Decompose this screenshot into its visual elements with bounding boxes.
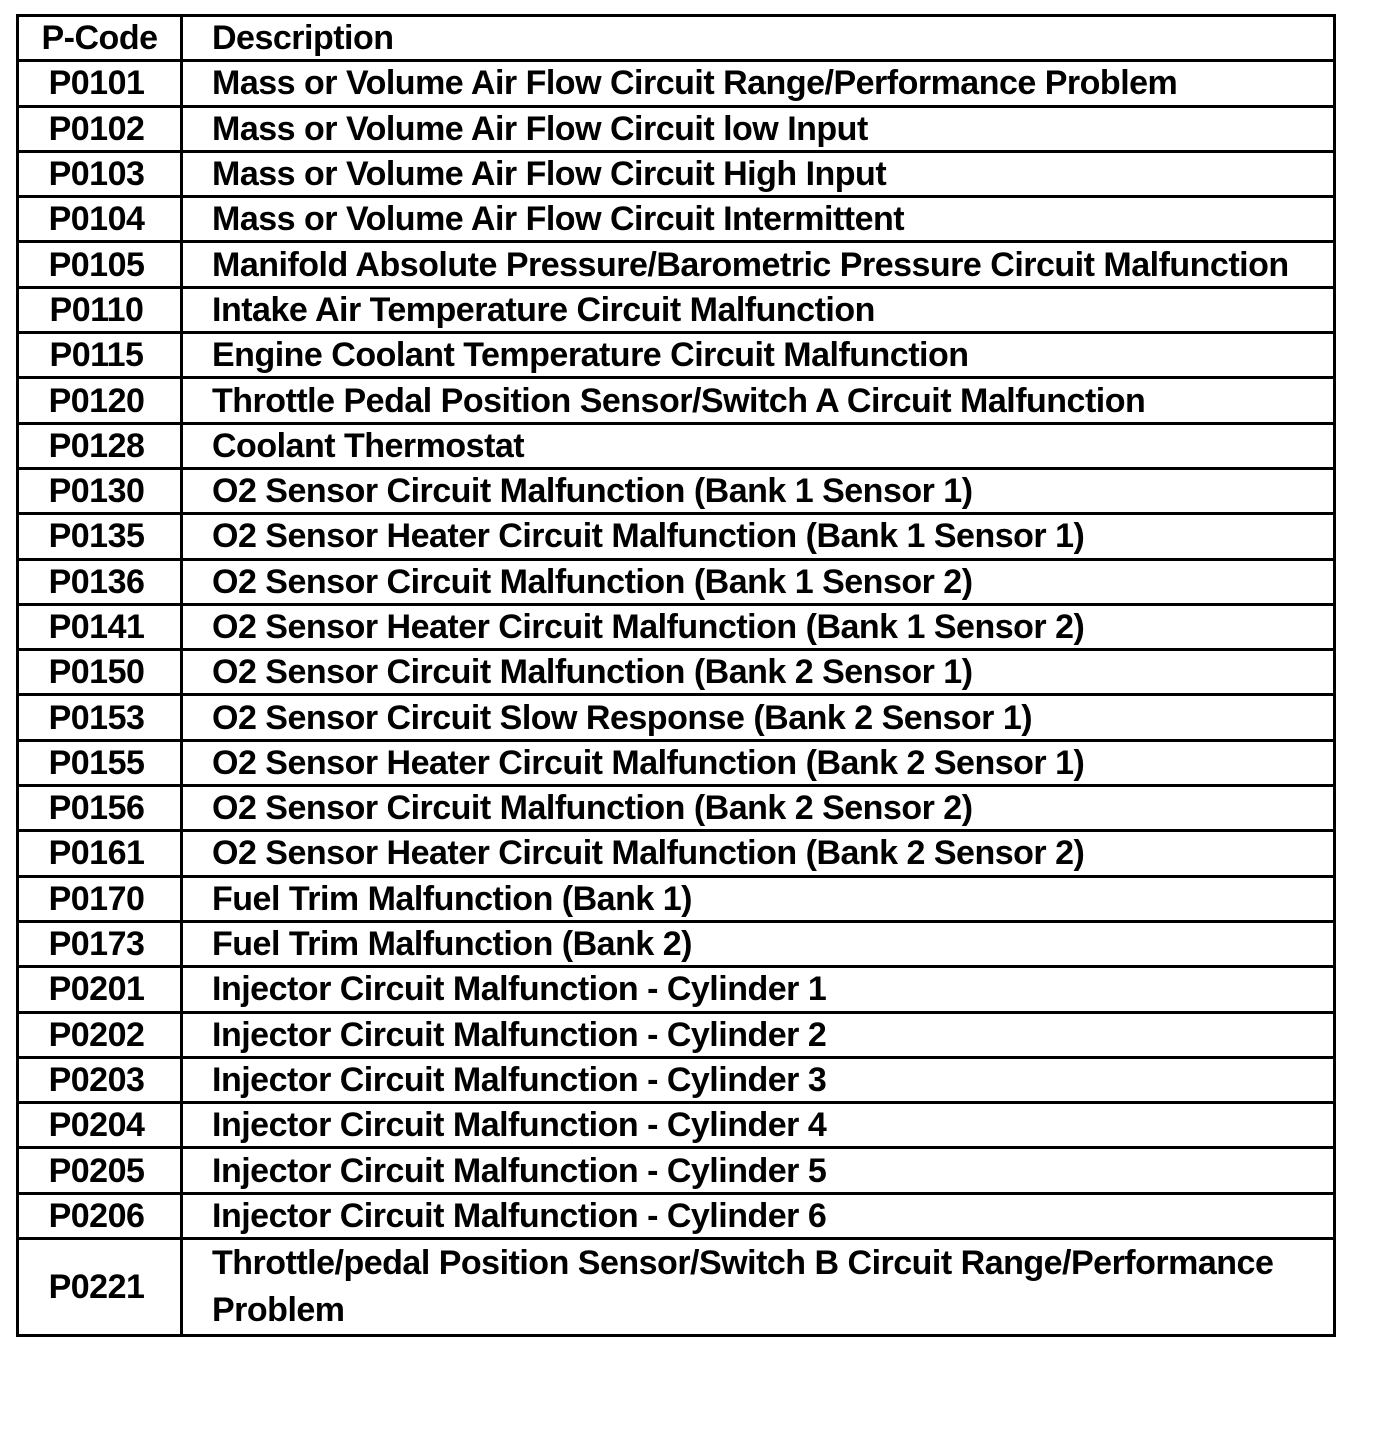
description-cell: Injector Circuit Malfunction - Cylinder 4 xyxy=(182,1103,1335,1148)
table-row xyxy=(18,921,1335,966)
table-row xyxy=(18,61,1335,106)
column-header-description: Description xyxy=(182,16,1335,61)
table-row xyxy=(18,378,1335,423)
table-row xyxy=(18,559,1335,604)
table-row xyxy=(18,514,1335,559)
description-cell: O2 Sensor Circuit Malfunction (Bank 2 Sensor 2) xyxy=(182,786,1335,831)
column-header-code: P-Code xyxy=(18,16,182,61)
description-cell: Intake Air Temperature Circuit Malfunction xyxy=(182,287,1335,332)
table-row xyxy=(18,604,1335,649)
description-cell: Throttle Pedal Position Sensor/Switch A Circuit Malfunction xyxy=(182,378,1335,423)
p-code-cell: P0141 xyxy=(18,604,182,649)
table-row xyxy=(18,876,1335,921)
description-cell: Mass or Volume Air Flow Circuit Intermittent xyxy=(182,197,1335,242)
p-code-cell: P0201 xyxy=(18,967,182,1012)
table-row xyxy=(18,468,1335,513)
description-cell: Injector Circuit Malfunction - Cylinder 2 xyxy=(182,1012,1335,1057)
table-row xyxy=(18,333,1335,378)
p-code-cell: P0150 xyxy=(18,650,182,695)
description-cell: O2 Sensor Heater Circuit Malfunction (Bank 1 Sensor 2) xyxy=(182,604,1335,649)
description-cell: O2 Sensor Circuit Malfunction (Bank 1 Sensor 2) xyxy=(182,559,1335,604)
p-code-table xyxy=(16,14,1336,1337)
p-code-cell: P0173 xyxy=(18,921,182,966)
table-row xyxy=(18,287,1335,332)
description-cell: Injector Circuit Malfunction - Cylinder 5 xyxy=(182,1148,1335,1193)
table-body xyxy=(18,61,1335,1336)
p-code-cell: P0128 xyxy=(18,423,182,468)
table-row xyxy=(18,106,1335,151)
table-row xyxy=(18,242,1335,287)
p-code-cell: P0104 xyxy=(18,197,182,242)
p-code-cell: P0136 xyxy=(18,559,182,604)
table-row xyxy=(18,1103,1335,1148)
table-row xyxy=(18,1148,1335,1193)
table-row xyxy=(18,831,1335,876)
table-header-row xyxy=(18,16,1335,61)
description-cell: O2 Sensor Circuit Malfunction (Bank 1 Sensor 1) xyxy=(182,468,1335,513)
p-code-cell: P0130 xyxy=(18,468,182,513)
table-row xyxy=(18,1193,1335,1238)
p-code-cell: P0203 xyxy=(18,1057,182,1102)
table-row xyxy=(18,786,1335,831)
description-cell: Fuel Trim Malfunction (Bank 2) xyxy=(182,921,1335,966)
p-code-cell: P0156 xyxy=(18,786,182,831)
p-code-table-container xyxy=(16,14,1333,1337)
p-code-cell: P0221 xyxy=(18,1239,182,1336)
table-row xyxy=(18,1239,1335,1336)
p-code-cell: P0206 xyxy=(18,1193,182,1238)
description-cell: Fuel Trim Malfunction (Bank 1) xyxy=(182,876,1335,921)
p-code-cell: P0135 xyxy=(18,514,182,559)
p-code-cell: P0120 xyxy=(18,378,182,423)
p-code-cell: P0103 xyxy=(18,151,182,196)
description-cell: Injector Circuit Malfunction - Cylinder 1 xyxy=(182,967,1335,1012)
description-cell: O2 Sensor Circuit Slow Response (Bank 2 Sensor 1) xyxy=(182,695,1335,740)
table-row xyxy=(18,967,1335,1012)
description-cell: Injector Circuit Malfunction - Cylinder 6 xyxy=(182,1193,1335,1238)
description-cell: O2 Sensor Heater Circuit Malfunction (Bank 2 Sensor 2) xyxy=(182,831,1335,876)
table-row xyxy=(18,151,1335,196)
p-code-cell: P0115 xyxy=(18,333,182,378)
table-row xyxy=(18,740,1335,785)
description-cell: Throttle/pedal Position Sensor/Switch B Circuit Range/Performance Problem xyxy=(182,1239,1335,1336)
table-row xyxy=(18,1057,1335,1102)
description-cell: Mass or Volume Air Flow Circuit low Input xyxy=(182,106,1335,151)
description-cell: Injector Circuit Malfunction - Cylinder 3 xyxy=(182,1057,1335,1102)
p-code-cell: P0204 xyxy=(18,1103,182,1148)
table-row xyxy=(18,650,1335,695)
description-cell: Engine Coolant Temperature Circuit Malfunction xyxy=(182,333,1335,378)
table-row xyxy=(18,423,1335,468)
p-code-cell: P0155 xyxy=(18,740,182,785)
table-row xyxy=(18,1012,1335,1057)
description-cell: Mass or Volume Air Flow Circuit High Input xyxy=(182,151,1335,196)
p-code-cell: P0202 xyxy=(18,1012,182,1057)
p-code-cell: P0161 xyxy=(18,831,182,876)
table-row xyxy=(18,695,1335,740)
description-cell: Mass or Volume Air Flow Circuit Range/Performance Problem xyxy=(182,61,1335,106)
p-code-cell: P0105 xyxy=(18,242,182,287)
p-code-cell: P0101 xyxy=(18,61,182,106)
p-code-cell: P0153 xyxy=(18,695,182,740)
p-code-cell: P0205 xyxy=(18,1148,182,1193)
description-cell: Manifold Absolute Pressure/Barometric Pressure Circuit Malfunction xyxy=(182,242,1335,287)
description-cell: O2 Sensor Heater Circuit Malfunction (Bank 1 Sensor 1) xyxy=(182,514,1335,559)
table-row xyxy=(18,197,1335,242)
p-code-cell: P0170 xyxy=(18,876,182,921)
description-cell: O2 Sensor Heater Circuit Malfunction (Bank 2 Sensor 1) xyxy=(182,740,1335,785)
description-cell: O2 Sensor Circuit Malfunction (Bank 2 Sensor 1) xyxy=(182,650,1335,695)
p-code-cell: P0102 xyxy=(18,106,182,151)
description-cell: Coolant Thermostat xyxy=(182,423,1335,468)
p-code-cell: P0110 xyxy=(18,287,182,332)
